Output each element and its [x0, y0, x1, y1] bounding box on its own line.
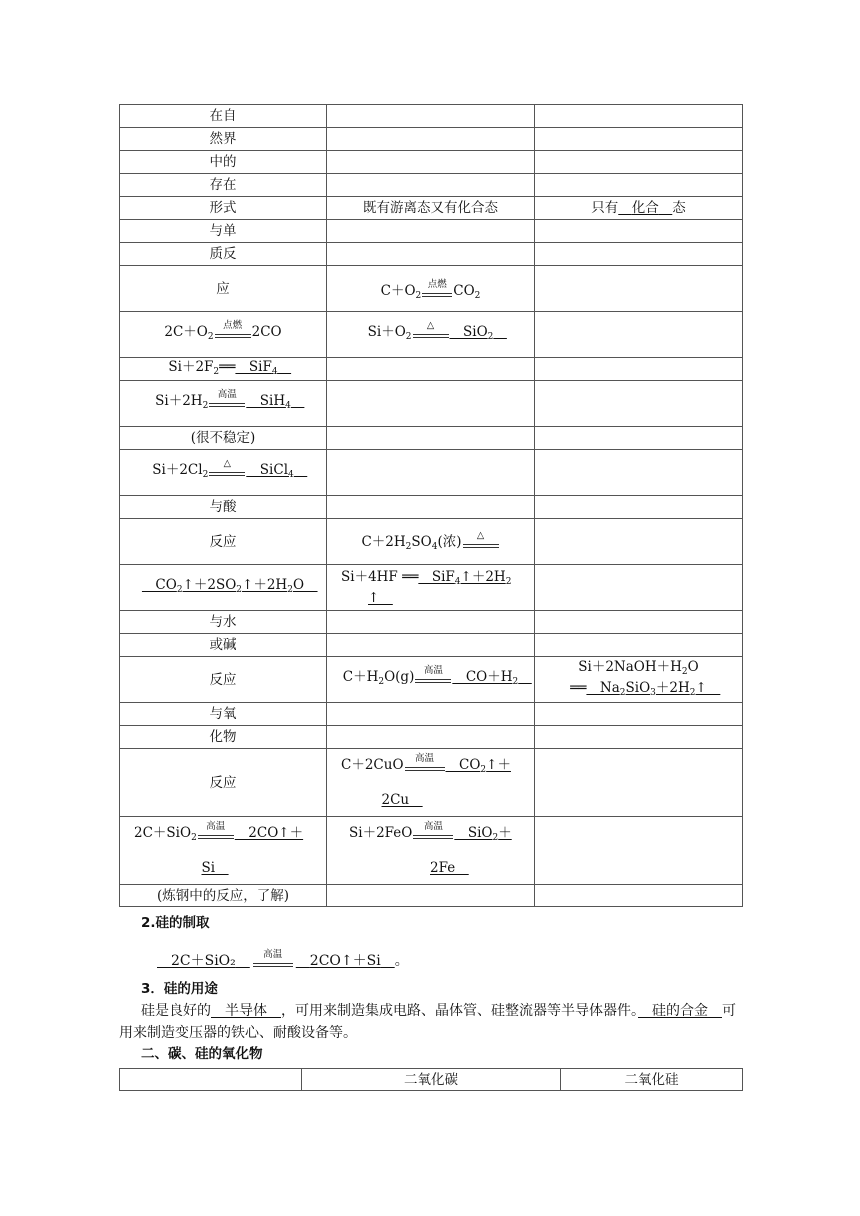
table-row — [120, 358, 743, 381]
row-label: 应 — [120, 266, 327, 312]
row-label: 与单 — [120, 220, 327, 243]
equation-cell: $Si+2Cl_2$ △ SiCl$_4$ — [120, 450, 327, 496]
header-carbon-dioxide: 二氧化碳 — [302, 1069, 561, 1091]
table-row — [120, 634, 743, 657]
silicon-existence-cell: 只有 化合 态 — [535, 197, 743, 220]
equation-cell: $Si+2H_2$ 高温 SiH$_4$ — [120, 381, 327, 427]
oxides-table — [119, 1068, 743, 1091]
equation-cell: $Si+2NaOH+H_2O$ ══ $Na_2SiO_3+2H_2↑$ — [535, 657, 743, 703]
table-row — [120, 611, 743, 634]
table-row — [120, 565, 743, 611]
uses-paragraph: 硅是良好的 半导体 ，可用来制造集成电路、晶体管、硅整流器等半导体器件。 硅的合金 可用来制造变压器的铁心、耐酸设备等。 — [119, 1003, 736, 1041]
equation-cell: $C+O_2$ 点燃 $CO_2$ — [327, 266, 535, 312]
row-label: 形式 — [120, 197, 327, 220]
table-row — [120, 885, 743, 907]
header-empty — [120, 1069, 302, 1091]
table-row — [120, 151, 743, 174]
equation-cell: 2C＋SiO$_2$ 高温 2CO↑＋ Si — [120, 817, 327, 885]
carbon-silicon-properties-table — [119, 104, 743, 907]
equation-cell: $Si+2F_2══$ SiF$_4$ — [120, 358, 327, 381]
section-heading: 3．硅的用途 — [141, 981, 218, 997]
table-row — [120, 174, 743, 197]
row-label: 存在 — [120, 174, 327, 197]
table-row — [120, 749, 743, 817]
table-row — [120, 105, 743, 128]
row-label: 质反 — [120, 243, 327, 266]
row-label: 与酸 — [120, 496, 327, 519]
table-row — [120, 381, 743, 427]
blank-answer: 硅的合金 — [652, 1003, 708, 1019]
row-label: 反应 — [120, 657, 327, 703]
table-row — [120, 817, 743, 885]
row-label: 中的 — [120, 151, 327, 174]
row-label: 与氧 — [120, 703, 327, 726]
row-label: 反应 — [120, 749, 327, 817]
equation-cell: C＋2CuO 高温 $CO_2↑+$ 2Cu — [327, 749, 535, 817]
row-label: 在自 — [120, 105, 327, 128]
equation-cell: $Si+O_2$ △ SiO$_2$ — [327, 312, 535, 358]
table-row — [120, 496, 743, 519]
row-label: (很不稳定) — [120, 427, 327, 450]
row-label: 或碱 — [120, 634, 327, 657]
equation-cell: $C+2H_2SO_4$(浓) △ — [327, 519, 535, 565]
equation-cell: $CO_2↑+2SO_2↑+2H_2O$ — [120, 565, 327, 611]
equation-cell: Si＋4HF ══ $SiF_4↑+2H_2$ ↑ — [327, 565, 535, 611]
row-label: 化物 — [120, 726, 327, 749]
equation-cell: $C+H_2O(g)$ 高温 $CO+H_2$ — [327, 657, 535, 703]
section-heading-oxides: 二、碳、硅的氧化物 — [141, 1046, 263, 1062]
table-row — [120, 703, 743, 726]
carbon-existence-cell: 既有游离态又有化合态 — [327, 197, 535, 220]
preparation-equation: 2C＋SiO₂ 高温 2CO↑＋Si 。 — [171, 949, 409, 969]
table-header-row — [120, 1069, 743, 1091]
blank-answer: 半导体 — [225, 1003, 267, 1019]
equation-cell: $2C+O_2$ 点燃 2CO — [120, 312, 327, 358]
table-row — [120, 312, 743, 358]
header-silicon-dioxide: 二氧化硅 — [561, 1069, 743, 1091]
row-label: 与水 — [120, 611, 327, 634]
table-row — [120, 220, 743, 243]
equation-cell: Si＋2FeO 高温 SiO$_2$＋ 2Fe — [327, 817, 535, 885]
row-label: 反应 — [120, 519, 327, 565]
section-heading: 2.硅的制取 — [141, 915, 210, 931]
section-silicon-preparation — [119, 912, 742, 972]
table-row — [120, 726, 743, 749]
section-silicon-uses — [119, 978, 742, 1044]
equation-left: 2C＋SiO₂ — [171, 953, 236, 969]
table-row — [120, 266, 743, 312]
table-row — [120, 519, 743, 565]
table-row — [120, 450, 743, 496]
equation-right: 2CO↑＋Si — [309, 953, 381, 969]
table-row — [120, 657, 743, 703]
table-row — [120, 427, 743, 450]
equation-condition: 高温 — [263, 949, 283, 960]
table-row — [120, 128, 743, 151]
row-label: (炼钢中的反应，了解) — [120, 885, 327, 907]
table-row — [120, 197, 743, 220]
row-label: 然界 — [120, 128, 327, 151]
table-row — [120, 243, 743, 266]
